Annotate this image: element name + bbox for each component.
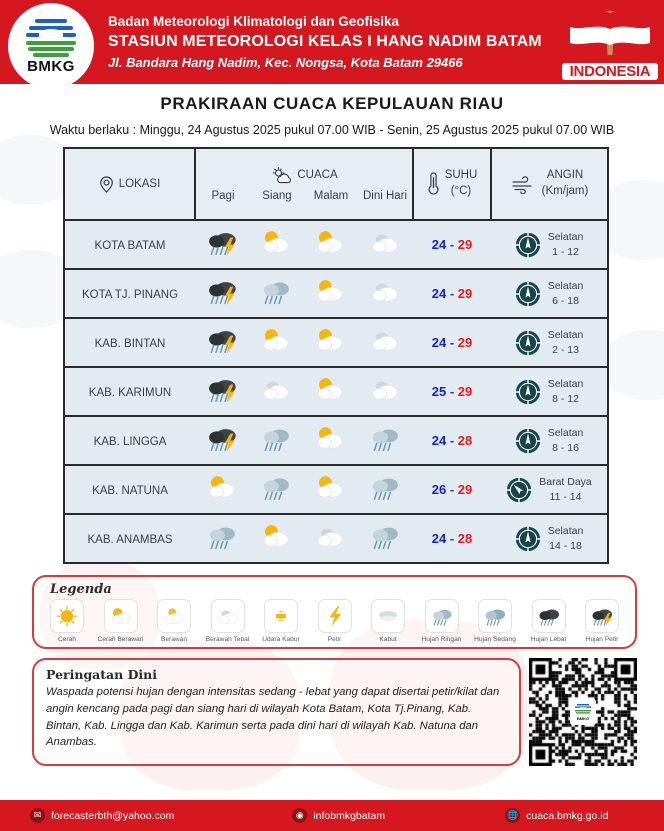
- legend-icon-udara-kabur: [264, 599, 298, 633]
- weather-icon-hujan-ringan: [366, 538, 404, 555]
- location-name: KAB. KARIMUN: [88, 386, 172, 399]
- header-station-name: STASIUN METEOROLOGI KELAS I HANG NADIM BATAM: [108, 33, 542, 51]
- temp-min: 24: [431, 236, 447, 252]
- wind-info: [548, 230, 584, 258]
- temp-max: 29: [457, 236, 473, 252]
- cell-suhu: [413, 367, 491, 416]
- footer-website-text: cuaca.bmkg.go.id: [526, 809, 609, 822]
- temp-max: 29: [457, 383, 473, 399]
- table-row: [64, 269, 608, 318]
- cell-angin: [491, 465, 608, 514]
- cell-angin: [491, 367, 608, 416]
- weather-icon-hujan-petir: [203, 342, 241, 359]
- legend-icon-kabut: [371, 599, 405, 633]
- cell-pagi: [195, 465, 249, 514]
- wind-info: [548, 279, 584, 307]
- emblem-subtitle: Dirgahayu Republik: [577, 56, 643, 63]
- cell-suhu: [413, 514, 491, 563]
- page-header: [0, 0, 664, 84]
- cell-siang: [249, 269, 303, 318]
- location-name: KAB. NATUNA: [92, 484, 168, 497]
- header-angin-unit: (Km/jam): [541, 185, 589, 197]
- cell-siang: [249, 367, 303, 416]
- cell-lokasi: [64, 318, 195, 367]
- indonesia-flag-emblem: [562, 1, 658, 83]
- temperature-range: [432, 482, 473, 497]
- weather-icon-hujan-petir: [203, 244, 241, 261]
- header-address: Jl. Bandara Hang Nadim, Kec. Nongsa, Kota Batam 29466: [108, 54, 463, 70]
- temp-min: 24: [431, 334, 447, 350]
- wind-speed: 1 - 12: [552, 245, 579, 258]
- wind-speed: 8 - 12: [552, 392, 579, 405]
- cell-suhu: [413, 465, 491, 514]
- legend-item-berawan-tebal: [203, 599, 253, 643]
- weather-icon-cerah-berawan: [203, 489, 241, 506]
- legend-item-udara-kabur: [256, 599, 306, 643]
- table-row: [64, 465, 608, 514]
- legend-label: Kabut: [379, 636, 397, 643]
- footer-instagram-text: infobmkgbatam: [313, 809, 386, 822]
- cell-malam: [303, 514, 357, 563]
- wind-info: [548, 377, 584, 405]
- legend-icon-cerah-berawan: [104, 599, 138, 633]
- wind-speed: 8 - 16: [552, 441, 579, 454]
- table-row: [64, 220, 608, 269]
- table-row: [64, 416, 608, 465]
- weather-icon-hujan-ringan: [366, 489, 404, 506]
- legend-item-kabut: [363, 599, 413, 643]
- legend-label: Hujan Ringan: [421, 636, 462, 643]
- legend-panel: [32, 575, 637, 649]
- cell-lokasi: [64, 465, 195, 514]
- weather-icon-hujan-ringan: [203, 538, 241, 555]
- legend-item-berawan: [149, 599, 199, 643]
- qr-logo-text: BMKG: [576, 715, 590, 721]
- wind-speed: 2 - 13: [552, 343, 579, 356]
- legend-item-petir: [310, 599, 360, 643]
- weather-icon-hujan-ringan: [366, 440, 404, 457]
- bmkg-mini-icon: [574, 704, 592, 716]
- cell-lokasi: [64, 269, 195, 318]
- legend-label: Udara Kabur: [262, 636, 300, 643]
- compass-icon: [515, 526, 541, 552]
- header-text-block: [94, 12, 562, 73]
- title-section: [0, 84, 664, 137]
- cell-angin: [491, 514, 608, 563]
- cell-pagi: [195, 220, 249, 269]
- location-name: KAB. BINTAN: [94, 337, 166, 350]
- header-suhu-label: SUHU: [444, 169, 478, 182]
- temp-separator: -: [446, 530, 458, 546]
- legend-label: Berawan: [160, 636, 188, 643]
- cell-suhu: [413, 220, 491, 269]
- legend-label: Petir: [327, 636, 342, 643]
- legend-icon-petir: [318, 599, 352, 633]
- header-suhu-unit: (°C): [450, 185, 472, 197]
- temperature-range: [432, 433, 473, 448]
- validity-period: Waktu berlaku : Minggu, 24 Agustus 2025 pukul 07.00 WIB - Senin, 25 Agustus 2025 pukul 07.00 WIB: [49, 123, 615, 137]
- header-cuaca-label: CUACA: [297, 169, 338, 181]
- cell-siang: [249, 514, 303, 563]
- cell-angin: [491, 269, 608, 318]
- weather-icon-berawan-tebal: [257, 391, 295, 408]
- legend-title: Legenda: [50, 582, 112, 597]
- cell-pagi: [195, 367, 249, 416]
- footer-website[interactable]: [505, 808, 608, 823]
- legend-item-hujan-ringan: [417, 599, 467, 643]
- qr-center-logo: [570, 699, 596, 725]
- thermometer-icon: [427, 171, 440, 197]
- email-icon: ✉: [30, 808, 45, 823]
- temp-min: 24: [431, 432, 447, 448]
- legend-item-hujan-lebat: [524, 599, 574, 643]
- cell-malam: [303, 318, 357, 367]
- instagram-icon: ◉: [292, 808, 307, 823]
- page-footer: [0, 800, 664, 831]
- page-title: PRAKIRAAN CUACA KEPULAUAN RIAU: [160, 94, 504, 113]
- wind-direction: Selatan: [547, 525, 584, 538]
- table-row: [64, 367, 608, 416]
- table-row: [64, 514, 608, 563]
- temp-max: 29: [457, 481, 473, 497]
- header-malam: Malam: [313, 189, 349, 202]
- qr-code[interactable]: [529, 658, 637, 766]
- legend-icon-hujan-ringan: [425, 599, 459, 633]
- weather-icon-berawan-tebal: [366, 293, 404, 310]
- cell-pagi: [195, 318, 249, 367]
- warning-section: [32, 658, 637, 766]
- bmkg-logo-mark: [25, 17, 77, 57]
- cell-siang: [249, 416, 303, 465]
- weather-icon-hujan-ringan: [257, 293, 295, 310]
- header-agency-name: Badan Meteorologi Klimatologi dan Geofisika: [108, 13, 400, 29]
- temp-separator: -: [446, 383, 458, 399]
- cell-malam: [303, 220, 357, 269]
- temp-separator: -: [446, 236, 458, 252]
- legend-item-cerah: [42, 599, 92, 643]
- compass-icon: [515, 428, 541, 454]
- wind-direction: Selatan: [547, 231, 584, 244]
- temp-separator: -: [446, 285, 458, 301]
- temperature-range: [432, 384, 473, 399]
- watermark-cloud: [600, 330, 664, 400]
- table-body: [64, 220, 608, 563]
- forecast-table-wrapper: [63, 147, 607, 564]
- legend-label: Hujan Petir: [585, 636, 619, 643]
- cell-malam: [303, 269, 357, 318]
- weather-icon-cerah-berawan: [311, 342, 349, 359]
- weather-icon-cerah-berawan: [311, 244, 349, 261]
- weather-icon-cerah-berawan: [311, 293, 349, 310]
- header-siang: Siang: [262, 189, 292, 202]
- temp-max: 28: [457, 530, 473, 546]
- cell-suhu: [413, 416, 491, 465]
- location-name: KOTA BATAM: [94, 239, 166, 252]
- cell-lokasi: [64, 367, 195, 416]
- legend-label: Cerah Berawan: [97, 636, 144, 643]
- cell-siang: [249, 465, 303, 514]
- cell-suhu: [413, 269, 491, 318]
- legend-label: Berawan Tebal: [205, 636, 250, 643]
- cell-pagi: [195, 514, 249, 563]
- header-pagi: Pagi: [211, 189, 235, 202]
- temp-max: 28: [457, 432, 473, 448]
- cell-angin: [491, 220, 608, 269]
- forecast-table: [63, 147, 609, 564]
- footer-instagram[interactable]: [292, 808, 385, 823]
- legend-label: Cerah: [58, 636, 76, 643]
- temp-min: 26: [431, 481, 447, 497]
- location-name: KAB. LINGGA: [93, 435, 167, 448]
- wind-icon: [511, 174, 537, 194]
- cell-dini-hari: [357, 269, 413, 318]
- cell-lokasi: [64, 514, 195, 563]
- location-name: KAB. ANAMBAS: [87, 533, 173, 546]
- legend-icon-cerah: [50, 599, 84, 633]
- legend-item-hujan-petir: [577, 599, 627, 643]
- cell-siang: [249, 220, 303, 269]
- compass-icon: [515, 379, 541, 405]
- temp-separator: -: [446, 481, 458, 497]
- weather-icon-hujan-ringan: [257, 440, 295, 457]
- temp-min: 25: [431, 383, 447, 399]
- wind-direction: Selatan: [547, 280, 584, 293]
- cell-dini-hari: [357, 416, 413, 465]
- cell-dini-hari: [357, 514, 413, 563]
- header-lokasi-label: LOKASI: [118, 178, 161, 190]
- temp-separator: -: [446, 432, 458, 448]
- weather-icon-cerah-berawan: [257, 538, 295, 555]
- wind-direction: Selatan: [547, 329, 584, 342]
- temp-min: 24: [431, 530, 447, 546]
- temperature-range: [432, 286, 473, 301]
- location-pin-icon: [99, 176, 114, 193]
- wind-info: [548, 426, 584, 454]
- legend-label: Hujan Lebat: [530, 636, 567, 643]
- cell-angin: [491, 416, 608, 465]
- warning-text: Waspada potensi hujan dengan intensitas sedang - lebat yang dapat disertai petir/kilat dan angin kencang pada pagi dan siang hari di wilayah Kota Batam, Kota Tj.Pinang, Kab. Bintan, Kab. Lingga dan Kab. Karimun serta pada dini hari di wilayah Kab. Natuna dan Anambas.: [46, 686, 500, 749]
- header-dini-hari: Dini Hari: [362, 189, 408, 202]
- cell-dini-hari: [357, 318, 413, 367]
- weather-icon-cerah-berawan: [257, 342, 295, 359]
- cell-dini-hari: [357, 367, 413, 416]
- weather-icon-cerah-berawan: [257, 244, 295, 261]
- footer-email[interactable]: [30, 808, 174, 823]
- compass-icon: [515, 281, 541, 307]
- wind-direction: Selatan: [547, 378, 584, 391]
- wind-info: [539, 475, 592, 503]
- header-cuaca: [195, 148, 413, 220]
- legend-item-hujan-sedang: [470, 599, 520, 643]
- bmkg-logo-text: BMKG: [27, 58, 75, 75]
- header-angin-label: ANGIN: [546, 169, 584, 182]
- wind-direction: Barat Daya: [539, 476, 592, 489]
- weather-icon-cerah-berawan: [311, 489, 349, 506]
- table-row: [64, 318, 608, 367]
- temp-max: 29: [457, 285, 473, 301]
- early-warning-box: [32, 658, 521, 766]
- compass-icon: [515, 232, 541, 258]
- cell-pagi: [195, 269, 249, 318]
- legend-icon-berawan: [157, 599, 191, 633]
- weather-icon-hujan-petir: [203, 391, 241, 408]
- bmkg-logo: [8, 3, 94, 89]
- compass-icon: [515, 330, 541, 356]
- cell-pagi: [195, 416, 249, 465]
- weather-icon-berawan-tebal: [311, 538, 349, 555]
- emblem-title: INDONESIA: [562, 63, 658, 80]
- temp-min: 24: [431, 285, 447, 301]
- wind-direction: Selatan: [547, 427, 584, 440]
- sun-cloud-icon: [270, 167, 292, 184]
- legend-icon-berawan-tebal: [211, 599, 245, 633]
- legend-item-cerah-berawan: [96, 599, 146, 643]
- legend-items: [42, 599, 627, 643]
- cell-dini-hari: [357, 465, 413, 514]
- wind-speed: 11 - 14: [549, 490, 582, 503]
- weather-icon-hujan-petir: [203, 440, 241, 457]
- temp-separator: -: [446, 334, 458, 350]
- weather-icon-hujan-petir: [203, 293, 241, 310]
- legend-icon-hujan-lebat: [532, 599, 566, 633]
- wind-speed: 6 - 18: [552, 294, 579, 307]
- weather-icon-berawan-tebal: [366, 391, 404, 408]
- cell-malam: [303, 416, 357, 465]
- temperature-range: [432, 237, 473, 252]
- temperature-range: [432, 531, 473, 546]
- footer-email-text: forecasterbth@yahoo.com: [51, 809, 175, 822]
- header-angin: [491, 148, 608, 220]
- header-suhu: [413, 148, 491, 220]
- cell-lokasi: [64, 416, 195, 465]
- weather-icon-cerah-berawan: [311, 440, 349, 457]
- wind-info: [548, 328, 584, 356]
- weather-icon-cerah-berawan: [311, 391, 349, 408]
- cell-suhu: [413, 318, 491, 367]
- header-lokasi: [64, 148, 195, 220]
- temperature-range: [432, 335, 473, 350]
- wind-speed: 14 - 18: [549, 539, 582, 552]
- cell-malam: [303, 465, 357, 514]
- cell-angin: [491, 318, 608, 367]
- temp-max: 29: [457, 334, 473, 350]
- legend-icon-hujan-petir: [585, 599, 619, 633]
- table-head: [64, 148, 608, 220]
- location-name: KOTA TJ. PINANG: [81, 288, 179, 301]
- globe-icon: 🌐: [505, 808, 520, 823]
- wind-info: [548, 524, 584, 552]
- weather-icon-berawan-tebal: [366, 342, 404, 359]
- cell-dini-hari: [357, 220, 413, 269]
- cell-lokasi: [64, 220, 195, 269]
- cell-malam: [303, 367, 357, 416]
- cell-siang: [249, 318, 303, 367]
- warning-title: Peringatan Dini: [46, 667, 158, 683]
- weather-icon-hujan-ringan: [257, 489, 295, 506]
- crossed-flags-icon: [566, 5, 654, 61]
- legend-icon-hujan-sedang: [478, 599, 512, 633]
- weather-icon-berawan-tebal: [366, 244, 404, 261]
- legend-label: Hujan Sedang: [474, 636, 516, 643]
- compass-icon: [506, 477, 532, 503]
